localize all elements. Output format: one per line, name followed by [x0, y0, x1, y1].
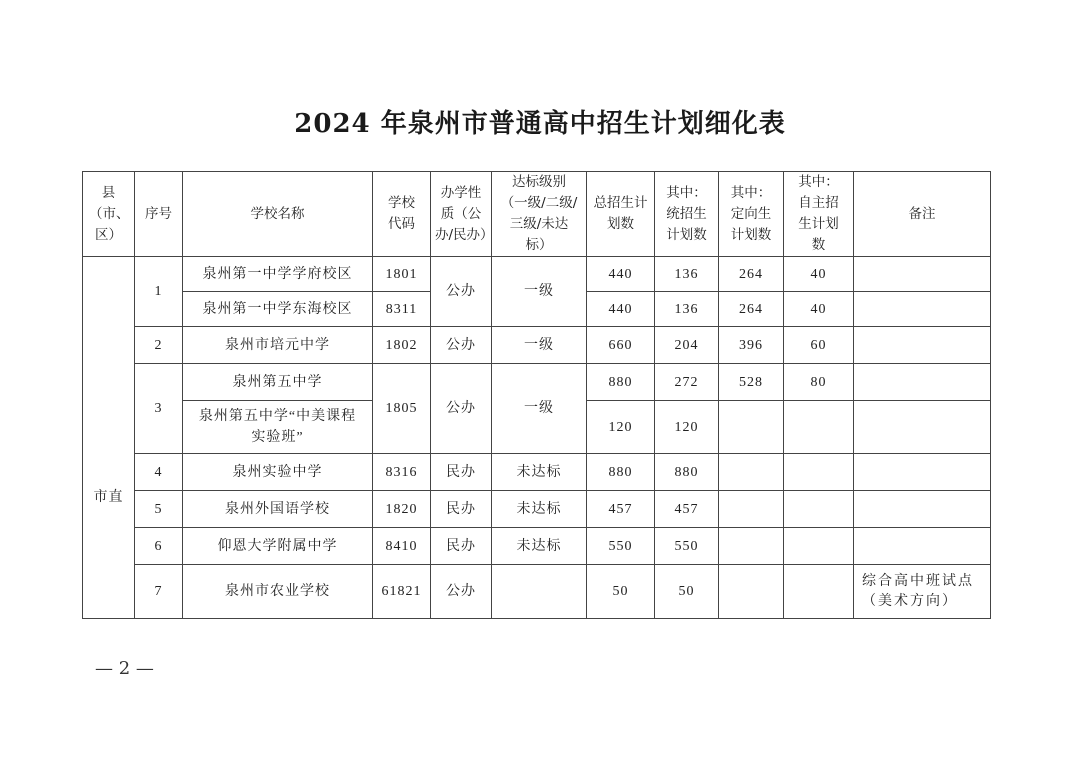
- header-self: 其中：自主招生计划数: [784, 172, 854, 257]
- cell-level: 一级: [492, 257, 587, 327]
- cell-code: 8316: [373, 454, 431, 491]
- cell-name: 泉州第五中学“中美课程实验班”: [183, 401, 373, 454]
- cell-note: [854, 292, 991, 327]
- cell-directed: 264: [719, 292, 784, 327]
- cell-name: 泉州第一中学学府校区: [183, 257, 373, 292]
- table-row: [83, 257, 991, 292]
- cell-seq: 7: [135, 565, 183, 619]
- cell-self: [784, 401, 854, 454]
- cell-name: 泉州市培元中学: [183, 327, 373, 364]
- page-title: 2024 年泉州市普通高中招生计划细化表: [294, 109, 786, 139]
- table-row: [83, 528, 991, 565]
- cell-code: 1805: [373, 364, 431, 454]
- cell-nature: 公办: [431, 327, 492, 364]
- cell-code: 1820: [373, 491, 431, 528]
- table-row: [83, 364, 991, 401]
- cell-self: 40: [784, 257, 854, 292]
- header-seq: 序号: [135, 172, 183, 257]
- header-school-code: 学校代码: [373, 172, 431, 257]
- header-directed: 其中：定向生计划数: [719, 172, 784, 257]
- cell-seq: 2: [135, 327, 183, 364]
- cell-total: 880: [587, 454, 655, 491]
- cell-directed: [719, 528, 784, 565]
- cell-self: [784, 565, 854, 619]
- cell-total: 440: [587, 257, 655, 292]
- cell-nature: 民办: [431, 528, 492, 565]
- cell-note: [854, 528, 991, 565]
- cell-directed: 528: [719, 364, 784, 401]
- cell-level: [492, 565, 587, 619]
- header-school-name: 学校名称: [183, 172, 373, 257]
- cell-directed: [719, 454, 784, 491]
- table-row: [83, 565, 991, 619]
- table-row: [83, 491, 991, 528]
- cell-total: 50: [587, 565, 655, 619]
- cell-level: 一级: [492, 364, 587, 454]
- cell-name: 仰恩大学附属中学: [183, 528, 373, 565]
- cell-unified: 204: [655, 327, 719, 364]
- cell-name: 泉州第五中学: [183, 364, 373, 401]
- cell-seq: 4: [135, 454, 183, 491]
- cell-level: 未达标: [492, 528, 587, 565]
- cell-note: 综合高中班试点（美术方向）: [854, 565, 991, 619]
- header-nature: 办学性质（公办/民办）: [431, 172, 492, 257]
- cell-directed: 396: [719, 327, 784, 364]
- table-row: [83, 327, 991, 364]
- cell-note: [854, 454, 991, 491]
- cell-code: 61821: [373, 565, 431, 619]
- cell-note: [854, 257, 991, 292]
- header-unified: 其中：统招生计划数: [655, 172, 719, 257]
- cell-name: 泉州外国语学校: [183, 491, 373, 528]
- cell-unified: 50: [655, 565, 719, 619]
- cell-seq: 1: [135, 257, 183, 327]
- cell-level: 未达标: [492, 454, 587, 491]
- cell-unified: 880: [655, 454, 719, 491]
- cell-directed: 264: [719, 257, 784, 292]
- cell-code: 8311: [373, 292, 431, 327]
- cell-unified: 272: [655, 364, 719, 401]
- cell-unified: 120: [655, 401, 719, 454]
- cell-code: 1801: [373, 257, 431, 292]
- cell-total: 457: [587, 491, 655, 528]
- cell-code: 1802: [373, 327, 431, 364]
- header-row: [83, 172, 991, 257]
- header-level: 达标级别（一级/二级/三级/未达标）: [492, 172, 587, 257]
- cell-unified: 136: [655, 292, 719, 327]
- cell-seq: 5: [135, 491, 183, 528]
- header-note: 备注: [854, 172, 991, 257]
- cell-seq: 3: [135, 364, 183, 454]
- cell-directed: [719, 565, 784, 619]
- cell-name: 泉州市农业学校: [183, 565, 373, 619]
- cell-note: [854, 327, 991, 364]
- cell-total: 120: [587, 401, 655, 454]
- cell-name: 泉州第一中学东海校区: [183, 292, 373, 327]
- cell-nature: 民办: [431, 454, 492, 491]
- header-total: 总招生计划数: [587, 172, 655, 257]
- cell-total: 550: [587, 528, 655, 565]
- cell-total: 440: [587, 292, 655, 327]
- cell-self: [784, 454, 854, 491]
- cell-name: 泉州实验中学: [183, 454, 373, 491]
- cell-level: 未达标: [492, 491, 587, 528]
- district-cell: 市直: [83, 257, 135, 619]
- cell-nature: 公办: [431, 565, 492, 619]
- cell-total: 880: [587, 364, 655, 401]
- header-district: 县（市、区）: [83, 172, 135, 257]
- cell-unified: 550: [655, 528, 719, 565]
- cell-unified: 136: [655, 257, 719, 292]
- cell-self: 60: [784, 327, 854, 364]
- cell-note: [854, 364, 991, 401]
- enrollment-plan-table: [82, 171, 991, 619]
- cell-nature: 公办: [431, 257, 492, 327]
- cell-self: [784, 528, 854, 565]
- cell-total: 660: [587, 327, 655, 364]
- cell-nature: 民办: [431, 491, 492, 528]
- cell-note: [854, 491, 991, 528]
- cell-directed: [719, 401, 784, 454]
- table-row: [83, 454, 991, 491]
- cell-code: 8410: [373, 528, 431, 565]
- cell-unified: 457: [655, 491, 719, 528]
- cell-note: [854, 401, 991, 454]
- cell-level: 一级: [492, 327, 587, 364]
- cell-self: [784, 491, 854, 528]
- cell-seq: 6: [135, 528, 183, 565]
- cell-self: 40: [784, 292, 854, 327]
- page-number: — 2 —: [95, 658, 154, 679]
- cell-self: 80: [784, 364, 854, 401]
- cell-directed: [719, 491, 784, 528]
- cell-nature: 公办: [431, 364, 492, 454]
